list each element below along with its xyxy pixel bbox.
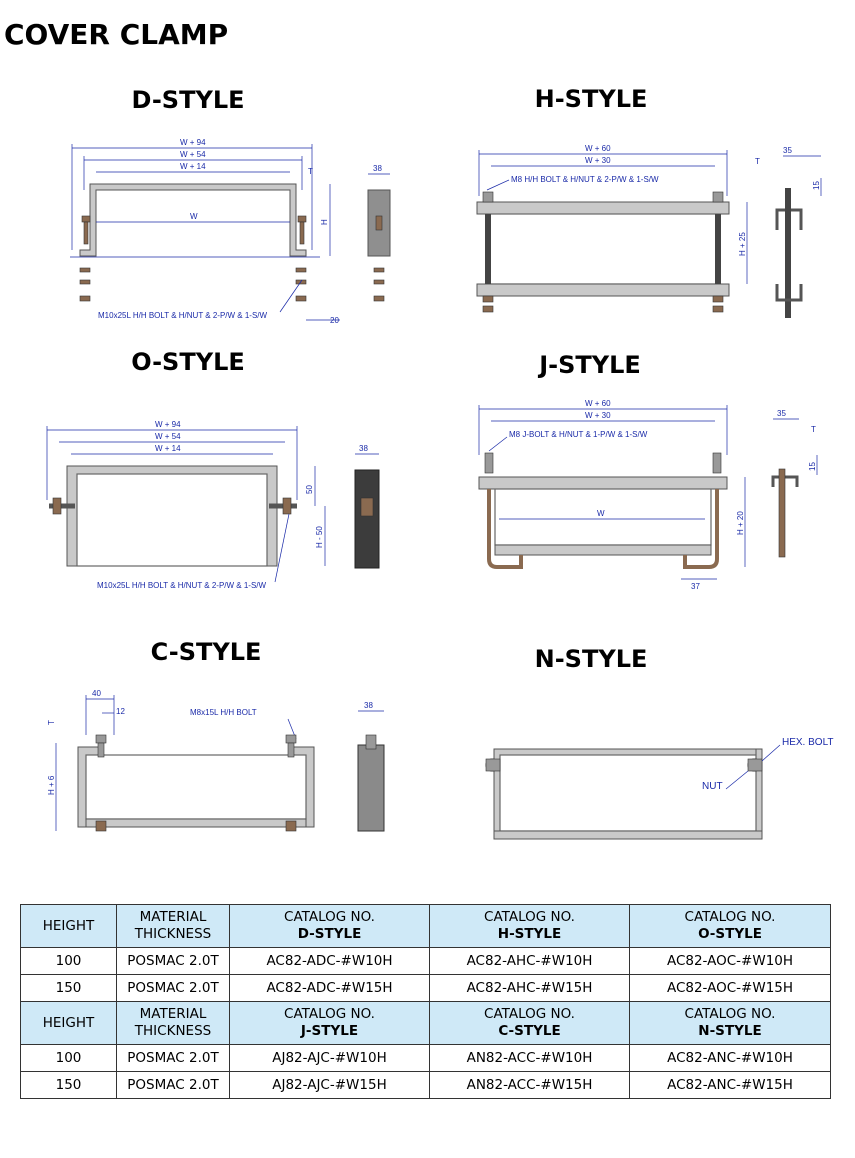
header-catalog-d: CATALOG NO. D-STYLE — [230, 905, 430, 948]
header-catalog-j: CATALOG NO. J-STYLE — [230, 1002, 430, 1045]
page-title: COVER CLAMP — [4, 18, 229, 51]
c-style-drawing — [40, 685, 420, 845]
cell-material: POSMAC 2.0T — [117, 1072, 230, 1099]
o-dim-h50: H - 50 — [315, 526, 324, 548]
j-dim-35: 35 — [777, 409, 786, 418]
j-dim-w60: W + 60 — [585, 399, 611, 408]
h-dim-35: 35 — [783, 146, 792, 155]
cell-catalog: AC82-ANC-#W10H — [630, 1045, 831, 1072]
h-bolt-note: M8 H/H BOLT & H/NUT & 2-P/W & 1-S/W — [511, 175, 659, 184]
cell-catalog: AC82-AHC-#W15H — [430, 975, 630, 1002]
header-height: HEIGHT — [21, 905, 117, 948]
c-dim-12: 12 — [116, 707, 125, 716]
cell-catalog: AC82-ADC-#W10H — [230, 948, 430, 975]
h-dim-w30: W + 30 — [585, 156, 611, 165]
h-dim-w60: W + 60 — [585, 144, 611, 153]
c-bolt-note: M8x15L H/H BOLT — [190, 708, 257, 717]
o-style-title: O-STYLE — [131, 348, 245, 376]
n-hex-bolt-note: HEX. BOLT — [782, 737, 834, 748]
c-dim-t: T — [47, 720, 56, 725]
table-row — [21, 975, 831, 1002]
table-row — [21, 1045, 831, 1072]
cell-material: POSMAC 2.0T — [117, 948, 230, 975]
o-dim-50: 50 — [305, 485, 314, 494]
d-dim-h: H — [320, 219, 329, 225]
cell-catalog: AC82-AHC-#W10H — [430, 948, 630, 975]
d-dim-w54: W + 54 — [180, 150, 206, 159]
h-dim-15: 15 — [812, 181, 821, 190]
d-bolt-note: M10x25L H/H BOLT & H/NUT & 2-P/W & 1-S/W — [98, 311, 268, 320]
table-row — [21, 1072, 831, 1099]
cell-material: POSMAC 2.0T — [117, 1045, 230, 1072]
header-height: HEIGHT — [21, 1002, 117, 1045]
j-bolt-note: M8 J-BOLT & H/NUT & 1-P/W & 1-S/W — [509, 430, 648, 439]
header-catalog-n: CATALOG NO. N-STYLE — [630, 1002, 831, 1045]
catalog-table — [20, 904, 831, 1099]
o-dim-w94: W + 94 — [155, 420, 181, 429]
n-nut-note: NUT — [702, 781, 723, 792]
table-row — [21, 948, 831, 975]
cell-height: 150 — [21, 975, 117, 1002]
o-dim-w54: W + 54 — [155, 432, 181, 441]
cell-catalog: AN82-ACC-#W10H — [430, 1045, 630, 1072]
o-dim-w14: W + 14 — [155, 444, 181, 453]
d-dim-t: T — [308, 167, 313, 176]
c-style-title: C-STYLE — [150, 638, 262, 666]
header-material: MATERIAL THICKNESS — [117, 905, 230, 948]
d-style-title: D-STYLE — [131, 86, 245, 114]
j-dim-15: 15 — [808, 462, 817, 471]
d-style-drawing — [40, 130, 410, 330]
cell-catalog: AJ82-AJC-#W10H — [230, 1045, 430, 1072]
o-dim-38: 38 — [359, 444, 368, 453]
o-style-drawing — [35, 410, 415, 600]
header-material: MATERIAL THICKNESS — [117, 1002, 230, 1045]
h-dim-t: T — [755, 157, 760, 166]
cell-height: 100 — [21, 1045, 117, 1072]
header-catalog-o: CATALOG NO. O-STYLE — [630, 905, 831, 948]
j-dim-h20: H + 20 — [736, 511, 745, 535]
c-dim-40: 40 — [92, 689, 101, 698]
d-dim-w: W — [190, 212, 198, 221]
cell-height: 100 — [21, 948, 117, 975]
j-dim-w: W — [597, 509, 605, 518]
h-style-title: H-STYLE — [534, 85, 648, 113]
h-style-drawing — [465, 140, 840, 325]
o-bolt-note: M10x25L H/H BOLT & H/NUT & 2-P/W & 1-S/W — [97, 581, 267, 590]
c-dim-38: 38 — [364, 701, 373, 710]
d-dim-38: 38 — [373, 164, 382, 173]
cell-material: POSMAC 2.0T — [117, 975, 230, 1002]
d-dim-20: 20 — [330, 316, 339, 325]
j-dim-37: 37 — [691, 582, 700, 591]
cell-catalog: AC82-AOC-#W15H — [630, 975, 831, 1002]
table-header-row — [21, 1002, 831, 1045]
n-style-title: N-STYLE — [534, 645, 648, 673]
c-dim-h6: H + 6 — [47, 775, 56, 795]
cell-height: 150 — [21, 1072, 117, 1099]
j-dim-w30: W + 30 — [585, 411, 611, 420]
cell-catalog: AC82-ANC-#W15H — [630, 1072, 831, 1099]
j-style-title: J-STYLE — [539, 351, 641, 379]
cell-catalog: AN82-ACC-#W15H — [430, 1072, 630, 1099]
header-catalog-c: CATALOG NO. C-STYLE — [430, 1002, 630, 1045]
n-style-drawing — [480, 725, 840, 845]
j-dim-t: T — [811, 425, 816, 434]
cell-catalog: AC82-AOC-#W10H — [630, 948, 831, 975]
d-dim-w94: W + 94 — [180, 138, 206, 147]
table-header-row — [21, 905, 831, 948]
header-catalog-h: CATALOG NO. H-STYLE — [430, 905, 630, 948]
j-style-drawing — [465, 395, 840, 595]
h-dim-h25: H + 25 — [738, 232, 747, 256]
cell-catalog: AJ82-AJC-#W15H — [230, 1072, 430, 1099]
cell-catalog: AC82-ADC-#W15H — [230, 975, 430, 1002]
d-dim-w14: W + 14 — [180, 162, 206, 171]
